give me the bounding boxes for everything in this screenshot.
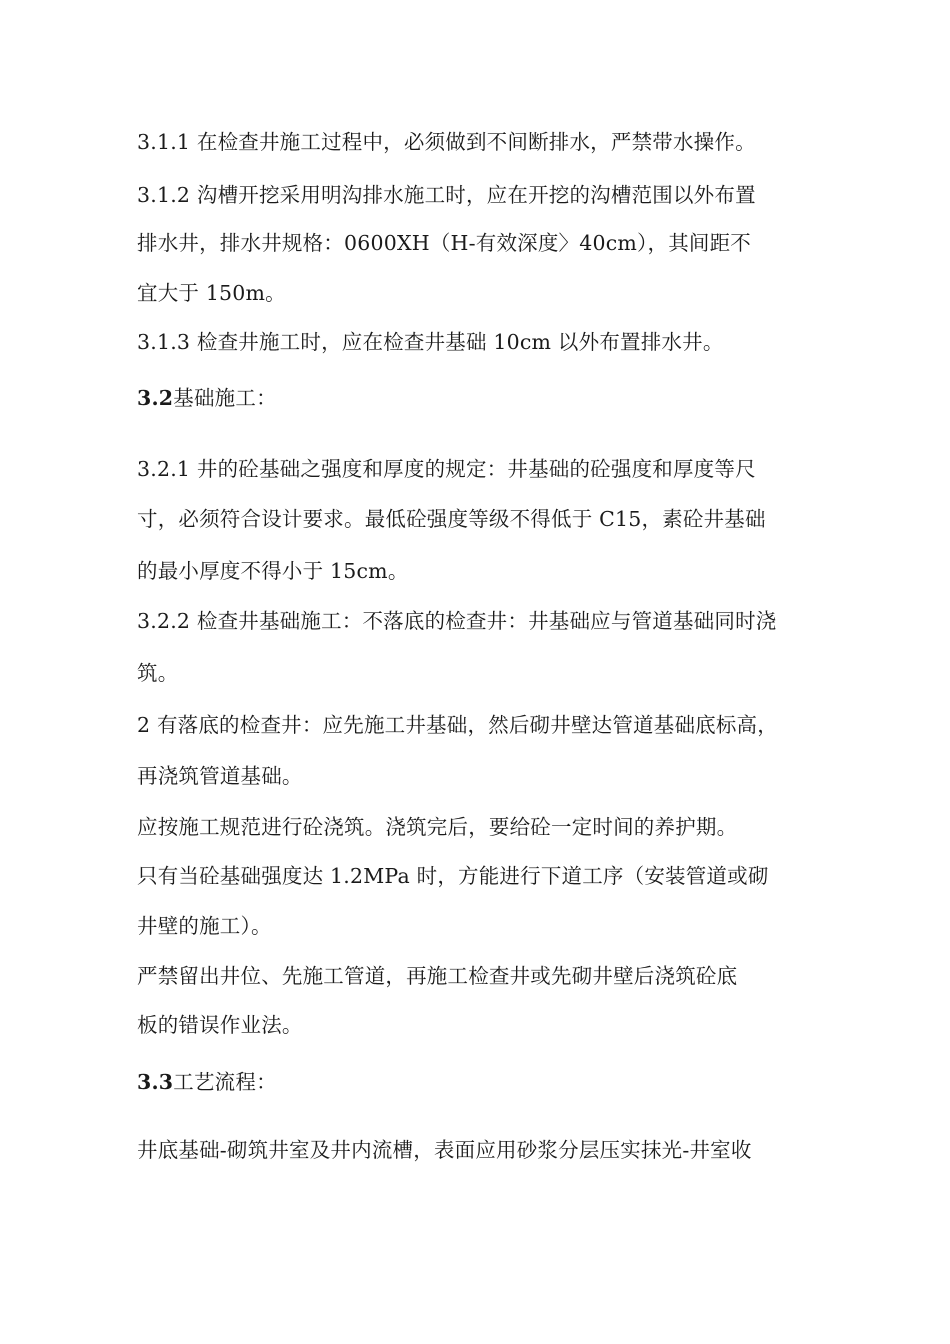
section-title: 基础施工：	[173, 386, 277, 410]
text-line-prohibit-cont1: 板的错误作业法。	[137, 1013, 303, 1037]
text-line-strength-cont1: 井壁的施工）。	[137, 914, 272, 938]
section-number: 3.3	[137, 1070, 174, 1094]
text-line-3-2-1: 3.2.1 井的砼基础之强度和厚度的规定：井基础的砼强度和厚度等尺	[137, 457, 756, 481]
text-line-strength: 只有当砼基础强度达 1.2MPa 时，方能进行下道工序（安装管道或砌	[137, 864, 769, 888]
section-number: 3.2	[137, 386, 174, 410]
text-line-process: 井底基础-砌筑井室及井内流槽，表面应用砂浆分层压实抹光-井室收	[137, 1138, 752, 1162]
text-line-3-1-3: 3.1.3 检查井施工时，应在检查井基础 10cm 以外布置排水井。	[137, 330, 724, 354]
text-line-3-1-1: 3.1.1 在检查井施工过程中，必须做到不间断排水，严禁带水操作。	[137, 130, 756, 154]
text-line-3-1-2: 3.1.2 沟槽开挖采用明沟排水施工时，应在开挖的沟槽范围以外布置	[137, 183, 756, 207]
text-line-prohibit: 严禁留出井位、先施工管道，再施工检查井或先砌井壁后浇筑砼底	[137, 964, 738, 988]
text-line-3-2-2: 3.2.2 检查井基础施工：不落底的检查井：井基础应与管道基础同时浇	[137, 609, 777, 633]
section-title: 工艺流程：	[173, 1070, 277, 1094]
text-line-3-2-2-cont1: 筑。	[137, 661, 179, 685]
text-line-pour: 应按施工规范进行砼浇筑。浇筑完后，要给砼一定时间的养护期。	[137, 815, 738, 839]
section-heading-3-3	[137, 1068, 277, 1096]
text-line-3-2-1-cont1: 寸，必须符合设计要求。最低砼强度等级不得低于 C15，素砼井基础	[137, 507, 766, 531]
text-line-item-2-cont1: 再浇筑管道基础。	[137, 764, 303, 788]
text-line-3-1-2-cont2: 宜大于 150m。	[137, 281, 286, 305]
text-line-3-2-1-cont2: 的最小厚度不得小于 15cm。	[137, 559, 409, 583]
text-line-3-1-2-cont1: 排水井，排水井规格：0600XH（H-有效深度〉40cm），其间距不	[137, 231, 752, 255]
section-heading-3-2	[137, 384, 277, 412]
text-line-item-2: 2 有落底的检查井：应先施工井基础，然后砌井壁达管道基础底标高，	[137, 713, 778, 737]
